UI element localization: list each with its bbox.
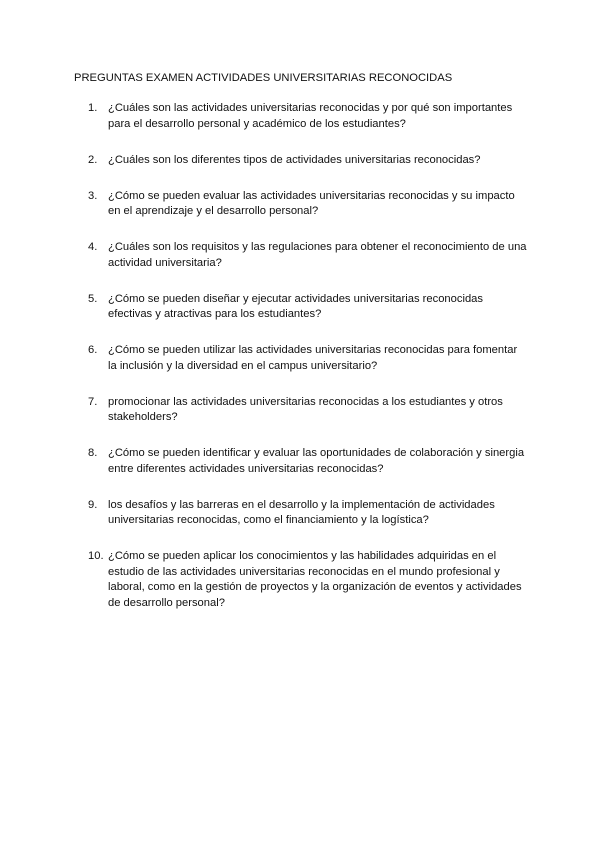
question-item bbox=[0, 498, 600, 529]
question-text: ¿Cuáles son los requisitos y las regulaciones para obtener el reconocimiento de una actividad universitaria? bbox=[108, 241, 527, 269]
question-item bbox=[0, 446, 600, 477]
question-number: 1. bbox=[88, 102, 98, 114]
question-text: ¿Cómo se pueden evaluar las actividades universitarias reconocidas y su impacto en el aprendizaje y el desarrollo personal? bbox=[108, 189, 515, 217]
question-text: ¿Cuáles son los diferentes tipos de actividades universitarias reconocidas? bbox=[108, 153, 481, 166]
question-number: 4. bbox=[88, 241, 98, 253]
question-item bbox=[0, 395, 600, 426]
question-text: ¿Cuáles son las actividades universitarias reconocidas y por qué son importantes para el desarrollo personal y académico de los estudiantes? bbox=[108, 102, 513, 130]
question-text: promocionar las actividades universitarias reconocidas a los estudiantes y otros stakeholders? bbox=[108, 395, 503, 423]
question-number: 8. bbox=[88, 447, 98, 459]
document-title: PREGUNTAS EXAMEN ACTIVIDADES UNIVERSITARIAS RECONOCIDAS bbox=[74, 72, 453, 84]
question-item bbox=[0, 153, 600, 169]
question-item bbox=[0, 240, 600, 271]
question-item bbox=[0, 189, 600, 220]
question-item bbox=[0, 101, 600, 132]
question-text: ¿Cómo se pueden aplicar los conocimientos y las habilidades adquiridas en el estudio de las actividades universitarias reconocidas en el mundo profesional y laboral, como en la gestión de proyectos y la organización de eventos y actividades de desarrollo personal? bbox=[108, 550, 522, 609]
question-text: ¿Cómo se pueden diseñar y ejecutar actividades universitarias reconocidas efectivas y atractivas para los estudiantes? bbox=[108, 292, 483, 320]
question-number: 6. bbox=[88, 344, 98, 356]
question-number: 9. bbox=[88, 498, 98, 511]
question-number: 2. bbox=[88, 153, 98, 166]
question-item bbox=[0, 549, 600, 611]
question-item bbox=[0, 292, 600, 323]
question-text: ¿Cómo se pueden identificar y evaluar las oportunidades de colaboración y sinergia entre diferentes actividades universitarias reconocidas? bbox=[108, 447, 525, 475]
question-number: 7. bbox=[88, 395, 98, 408]
question-number: 3. bbox=[88, 189, 98, 202]
question-number: 10. bbox=[88, 550, 104, 562]
question-list bbox=[0, 101, 600, 632]
question-number: 5. bbox=[88, 292, 98, 305]
question-text: ¿Cómo se pueden utilizar las actividades universitarias reconocidas para fomentar la inclusión y la diversidad en el campus universitario? bbox=[108, 344, 518, 372]
question-item bbox=[0, 343, 600, 374]
question-text: los desafíos y las barreras en el desarrollo y la implementación de actividades universitarias reconocidas, como el financiamiento y la logística? bbox=[108, 498, 495, 526]
